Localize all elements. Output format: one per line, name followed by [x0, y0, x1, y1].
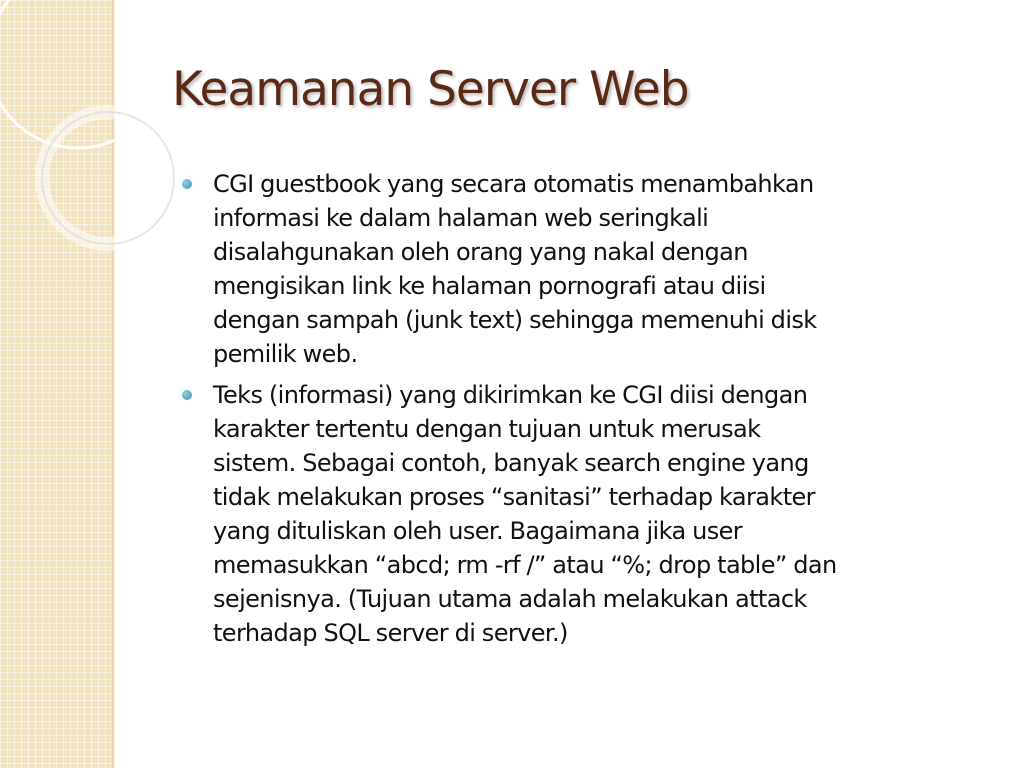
bullet-line: mengisikan link ke halaman pornografi atau diisi: [213, 272, 766, 300]
slide-title: Keamanan Server Web: [172, 62, 689, 117]
bullet-line: karakter tertentu dengan tujuan untuk merusak: [213, 415, 761, 443]
bullet-item: [182, 378, 982, 650]
bullet-line: yang dituliskan oleh user. Bagaimana jika user: [213, 517, 743, 545]
bullet-line: terhadap SQL server di server.): [213, 619, 568, 647]
bullet-line: pemilik web.: [213, 340, 358, 368]
decorative-circles: [0, 0, 160, 260]
bullet-line: informasi ke dalam halaman web seringkali: [213, 204, 709, 232]
bullet-list: [182, 167, 982, 657]
bullet-dot-icon: [182, 390, 192, 400]
bullet-line: dengan sampah (junk text) sehingga memenuhi disk: [213, 306, 817, 334]
bullet-line: tidak melakukan proses “sanitasi” terhadap karakter: [213, 483, 815, 511]
bullet-line: sejenisnya. (Tujuan utama adalah melakukan attack: [213, 585, 807, 613]
bullet-line: Teks (informasi) yang dikirimkan ke CGI diisi dengan: [213, 381, 808, 409]
bullet-line: disalahgunakan oleh orang yang nakal dengan: [213, 238, 748, 266]
bullet-line: sistem. Sebagai contoh, banyak search engine yang: [213, 449, 809, 477]
bullet-item: [182, 167, 982, 371]
bullet-dot-icon: [182, 179, 192, 189]
decorative-circle-small-rim: [42, 112, 174, 244]
bullet-line: memasukkan “abcd; rm -rf /” atau “%; drop table” dan: [213, 551, 837, 579]
bullet-line: CGI guestbook yang secara otomatis menambahkan: [213, 170, 814, 198]
